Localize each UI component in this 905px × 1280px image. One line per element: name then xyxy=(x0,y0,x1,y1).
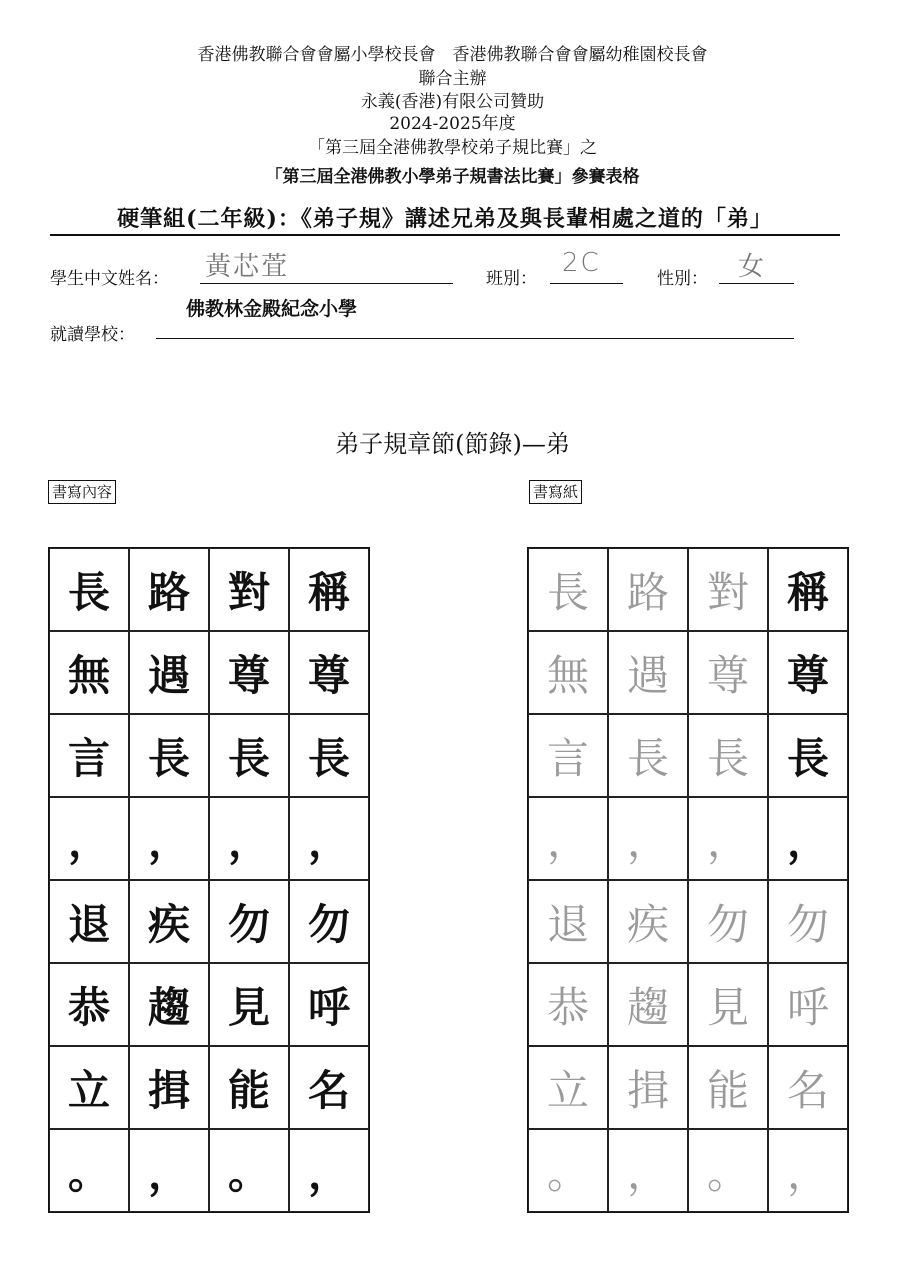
class-value: 2C xyxy=(562,248,601,278)
content-cell: 長 xyxy=(129,714,209,797)
content-cell: ， xyxy=(289,1129,369,1212)
content-grid xyxy=(48,547,370,1213)
content-cell: ， xyxy=(289,797,369,880)
class-field[interactable] xyxy=(550,283,623,284)
writing-cell[interactable]: 疾 xyxy=(608,880,688,963)
writing-cell[interactable]: ， xyxy=(528,797,608,880)
writing-cell[interactable]: 勿 xyxy=(768,880,848,963)
content-cell: ， xyxy=(129,1129,209,1212)
gender-label: 性別： xyxy=(657,269,708,289)
content-cell: 路 xyxy=(129,548,209,631)
school-value: 佛教林金殿紀念小學 xyxy=(186,298,358,320)
content-cell: ， xyxy=(129,797,209,880)
writing-cell[interactable]: 長 xyxy=(608,714,688,797)
writing-cell[interactable]: 勿 xyxy=(688,880,768,963)
year-line: 2024-2025年度 xyxy=(389,114,516,134)
writing-cell[interactable]: 遇 xyxy=(608,631,688,714)
competition-line: 「第三屆全港佛教學校弟子規比賽」之 xyxy=(308,138,597,158)
writing-cell[interactable]: 路 xyxy=(608,548,688,631)
gender-value: 女 xyxy=(738,252,767,282)
writing-cell[interactable]: ， xyxy=(608,1129,688,1212)
writing-grid xyxy=(527,547,849,1213)
content-cell: 能 xyxy=(209,1046,289,1129)
sponsor-line: 永義(香港)有限公司贊助 xyxy=(360,92,545,112)
content-cell: 疾 xyxy=(129,880,209,963)
writing-cell[interactable]: 言 xyxy=(528,714,608,797)
content-cell: 尊 xyxy=(209,631,289,714)
content-cell: 立 xyxy=(49,1046,129,1129)
writing-cell[interactable]: 。 xyxy=(688,1129,768,1212)
writing-cell[interactable]: ， xyxy=(688,797,768,880)
content-cell: 無 xyxy=(49,631,129,714)
content-cell: 名 xyxy=(289,1046,369,1129)
content-cell: 言 xyxy=(49,714,129,797)
writing-cell[interactable]: 尊 xyxy=(768,631,848,714)
content-cell: 揖 xyxy=(129,1046,209,1129)
writing-cell[interactable]: 立 xyxy=(528,1046,608,1129)
content-cell: 遇 xyxy=(129,631,209,714)
content-cell: 對 xyxy=(209,548,289,631)
content-cell: 長 xyxy=(49,548,129,631)
writing-cell[interactable]: 無 xyxy=(528,631,608,714)
writing-cell[interactable]: 長 xyxy=(528,548,608,631)
class-label: 班別： xyxy=(486,269,537,289)
writing-cell[interactable]: ， xyxy=(768,1129,848,1212)
writing-cell[interactable]: 揖 xyxy=(608,1046,688,1129)
name-value: 黃芯萓 xyxy=(205,252,290,282)
writing-cell[interactable]: 恭 xyxy=(528,963,608,1046)
group-title: 硬筆組(二年級)：《弟子規》講述兄弟及與長輩相處之道的「弟」 xyxy=(117,206,773,232)
content-cell: 恭 xyxy=(49,963,129,1046)
writing-cell[interactable]: 趨 xyxy=(608,963,688,1046)
content-cell: 見 xyxy=(209,963,289,1046)
content-cell: ， xyxy=(209,797,289,880)
writing-cell[interactable]: 長 xyxy=(688,714,768,797)
content-cell: 長 xyxy=(209,714,289,797)
form-title: 「第三屆全港佛教小學弟子規書法比賽」參賽表格 xyxy=(265,167,640,187)
content-cell: 。 xyxy=(209,1129,289,1212)
writing-cell[interactable]: 稱 xyxy=(768,548,848,631)
writing-cell[interactable]: 長 xyxy=(768,714,848,797)
content-cell: 勿 xyxy=(289,880,369,963)
content-cell: 退 xyxy=(49,880,129,963)
writing-cell[interactable]: 。 xyxy=(528,1129,608,1212)
writing-cell[interactable]: 呼 xyxy=(768,963,848,1046)
organizers-line: 香港佛教聯合會會屬小學校長會 香港佛教聯合會會屬幼稚園校長會 xyxy=(197,45,708,65)
content-cell: 稱 xyxy=(289,548,369,631)
gender-field[interactable] xyxy=(719,283,794,284)
writing-paper-label: 書寫紙 xyxy=(529,480,582,504)
writing-cell[interactable]: 對 xyxy=(688,548,768,631)
name-label: 學生中文姓名： xyxy=(50,269,169,289)
writing-cell[interactable]: 能 xyxy=(688,1046,768,1129)
content-cell: 呼 xyxy=(289,963,369,1046)
writing-cell[interactable]: 名 xyxy=(768,1046,848,1129)
writing-cell[interactable]: ， xyxy=(768,797,848,880)
writing-cell[interactable]: 尊 xyxy=(688,631,768,714)
content-cell: 長 xyxy=(289,714,369,797)
content-cell: ， xyxy=(49,797,129,880)
writing-cell[interactable]: ， xyxy=(608,797,688,880)
content-cell: 尊 xyxy=(289,631,369,714)
writing-cell[interactable]: 退 xyxy=(528,880,608,963)
group-title-underline xyxy=(50,234,840,236)
section-title: 弟子規章節(節錄)—弟 xyxy=(335,430,570,458)
writing-cell[interactable]: 見 xyxy=(688,963,768,1046)
co-host-line: 聯合主辦 xyxy=(418,69,487,89)
content-cell: 趨 xyxy=(129,963,209,1046)
school-label: 就讀學校： xyxy=(50,325,135,345)
content-label: 書寫內容 xyxy=(48,480,116,504)
school-field[interactable] xyxy=(156,338,794,339)
content-cell: 勿 xyxy=(209,880,289,963)
content-cell: 。 xyxy=(49,1129,129,1212)
name-field[interactable] xyxy=(200,283,453,284)
